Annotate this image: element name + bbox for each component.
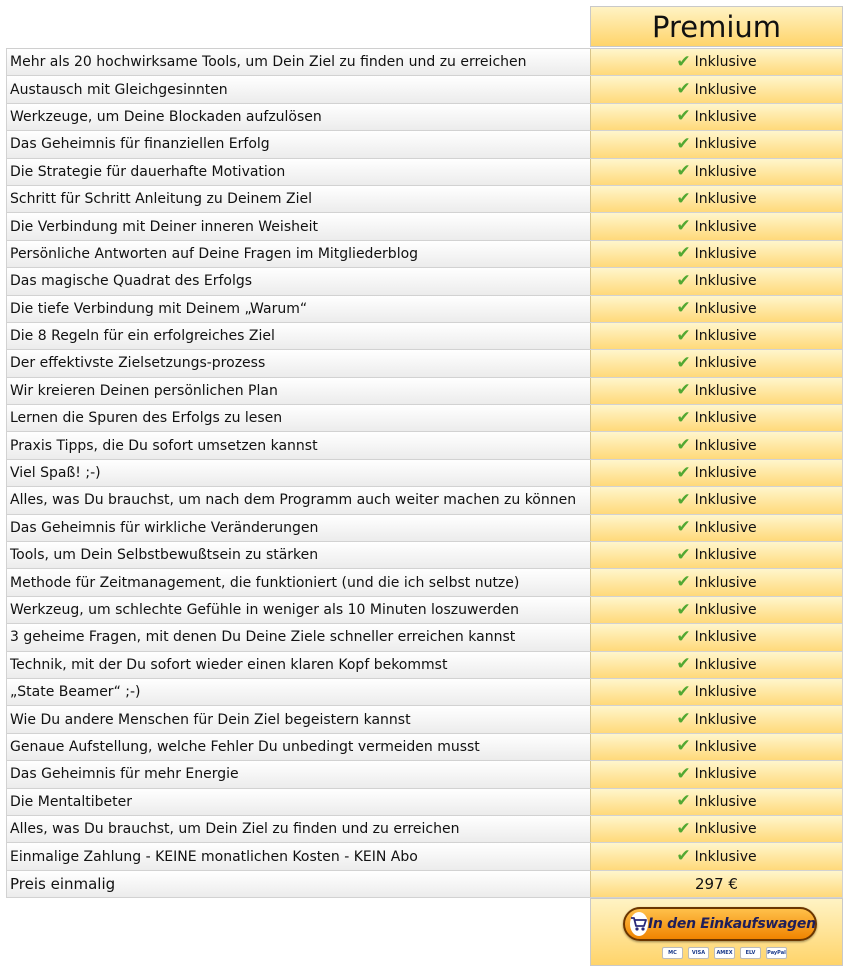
feature-value — [590, 76, 843, 102]
feature-value — [590, 542, 843, 568]
check-icon: ✔ — [676, 243, 691, 264]
table-row — [6, 323, 843, 350]
feature-value — [590, 213, 843, 239]
table-row — [6, 186, 843, 213]
feature-value-text: Inklusive — [694, 136, 757, 153]
feature-value-text: Inklusive — [694, 519, 757, 536]
feature-value-text: Inklusive — [694, 81, 757, 98]
table-row — [6, 734, 843, 761]
feature-label: Die Mentaltibeter — [6, 789, 590, 815]
feature-value-text: Inklusive — [694, 602, 757, 618]
table-row — [6, 816, 843, 843]
feature-value — [590, 652, 843, 678]
feature-value-text: Inklusive — [694, 300, 757, 317]
check-icon: ✔ — [676, 435, 691, 456]
check-icon: ✔ — [676, 79, 691, 100]
feature-label: Tools, um Dein Selbstbewußtsein zu stärken — [6, 542, 590, 568]
check-icon: ✔ — [676, 380, 691, 401]
feature-label: Die 8 Regeln für ein erfolgreiches Ziel — [6, 323, 590, 349]
feature-label: Viel Spaß! ;-) — [6, 460, 590, 486]
feature-label: Austausch mit Gleichgesinnten — [6, 76, 590, 102]
check-icon: ✔ — [676, 161, 691, 182]
feature-comparison-table — [6, 48, 843, 898]
check-icon: ✔ — [676, 736, 691, 757]
feature-value — [590, 296, 843, 322]
feature-value-text: Inklusive — [694, 108, 757, 125]
table-row — [6, 268, 843, 295]
price-label: Preis einmalig — [6, 871, 590, 897]
feature-value — [590, 159, 843, 185]
feature-label: „State Beamer“ ;-) — [6, 679, 590, 705]
premium-plan-header — [590, 6, 843, 47]
check-icon: ✔ — [676, 407, 691, 428]
check-icon: ✔ — [676, 462, 691, 483]
payment-methods — [662, 947, 787, 959]
feature-value — [590, 679, 843, 705]
table-row — [6, 597, 843, 624]
check-icon: ✔ — [676, 133, 691, 154]
feature-value-text: Inklusive — [694, 738, 757, 755]
price-row — [6, 871, 843, 898]
check-icon: ✔ — [676, 51, 691, 72]
feature-label: Wie Du andere Menschen für Dein Ziel begeistern kannst — [6, 706, 590, 732]
feature-value — [590, 789, 843, 815]
feature-value-text: Inklusive — [694, 547, 757, 564]
feature-value — [590, 268, 843, 294]
feature-label: Praxis Tipps, die Du sofort umsetzen kannst — [6, 432, 590, 458]
feature-value-text: Inklusive — [694, 273, 757, 290]
cart-area — [590, 898, 843, 966]
feature-value-text: Inklusive — [694, 574, 757, 591]
table-row — [6, 624, 843, 651]
feature-value-text: Inklusive — [694, 492, 757, 509]
table-row — [6, 460, 843, 487]
table-row — [6, 131, 843, 158]
feature-value-text: Inklusive — [694, 711, 757, 728]
feature-label: Das Geheimnis für finanziellen Erfolg — [6, 131, 590, 157]
table-row — [6, 49, 843, 76]
feature-value — [590, 432, 843, 458]
table-row — [6, 76, 843, 103]
check-icon: ✔ — [676, 599, 691, 620]
feature-value — [590, 405, 843, 431]
price-value: 297 € — [590, 871, 843, 897]
feature-label: 3 geheime Fragen, mit denen Du Deine Ziele schneller erreichen kannst — [6, 624, 590, 650]
table-row — [6, 761, 843, 788]
feature-value — [590, 186, 843, 212]
check-icon: ✔ — [676, 626, 691, 647]
feature-value — [590, 816, 843, 842]
feature-value-text: Inklusive — [694, 465, 757, 482]
table-row — [6, 104, 843, 131]
feature-value — [590, 49, 843, 75]
feature-value-text: Inklusive — [694, 656, 757, 673]
table-row — [6, 378, 843, 405]
table-row — [6, 706, 843, 733]
table-row — [6, 652, 843, 679]
feature-value — [590, 734, 843, 760]
check-icon: ✔ — [676, 489, 691, 510]
check-icon: ✔ — [676, 763, 691, 784]
feature-value — [590, 350, 843, 376]
table-row — [6, 789, 843, 816]
feature-value-text: Inklusive — [694, 355, 757, 372]
check-icon: ✔ — [676, 298, 691, 319]
check-icon: ✔ — [676, 270, 691, 291]
feature-label: Der effektivste Zielsetzungs-prozess — [6, 350, 590, 376]
check-icon: ✔ — [676, 709, 691, 730]
table-row — [6, 213, 843, 240]
table-row — [6, 487, 843, 514]
table-row — [6, 405, 843, 432]
feature-value-text: Inklusive — [694, 218, 757, 235]
feature-value — [590, 131, 843, 157]
table-row — [6, 432, 843, 459]
payment-logo: MC — [662, 947, 683, 959]
feature-value — [590, 515, 843, 541]
payment-logo: PayPal — [766, 947, 787, 959]
feature-label: Einmalige Zahlung - KEINE monatlichen Kosten - KEIN Abo — [6, 843, 590, 869]
feature-label: Methode für Zeitmanagement, die funktioniert (und die ich selbst nutze) — [6, 569, 590, 595]
feature-value-text: Inklusive — [694, 437, 757, 454]
payment-logo: VISA — [688, 947, 709, 959]
check-icon: ✔ — [676, 544, 691, 565]
check-icon: ✔ — [676, 681, 691, 702]
feature-label: Das magische Quadrat des Erfolgs — [6, 268, 590, 294]
table-row — [6, 296, 843, 323]
feature-value-text: Inklusive — [694, 382, 757, 399]
feature-label: Genaue Aufstellung, welche Fehler Du unbedingt vermeiden musst — [6, 734, 590, 760]
check-icon: ✔ — [676, 654, 691, 675]
feature-value-text: Inklusive — [694, 848, 757, 865]
feature-label: Die Verbindung mit Deiner inneren Weisheit — [6, 213, 590, 239]
feature-value-text: Inklusive — [694, 684, 757, 701]
check-icon: ✔ — [676, 325, 691, 346]
feature-label: Wir kreieren Deinen persönlichen Plan — [6, 378, 590, 404]
table-row — [6, 241, 843, 268]
table-row — [6, 159, 843, 186]
feature-value-text: Inklusive — [694, 191, 757, 208]
feature-value — [590, 241, 843, 267]
check-icon: ✔ — [676, 352, 691, 373]
add-to-cart-button[interactable] — [623, 907, 817, 941]
add-to-cart-label: In den Einkaufswagen — [648, 916, 816, 932]
feature-label: Das Geheimnis für wirkliche Veränderungen — [6, 515, 590, 541]
feature-label: Technik, mit der Du sofort wieder einen klaren Kopf bekommst — [6, 652, 590, 678]
feature-value-text: Inklusive — [694, 821, 757, 838]
feature-value-text: Inklusive — [694, 410, 757, 427]
feature-value — [590, 597, 843, 623]
feature-value — [590, 761, 843, 787]
table-row — [6, 679, 843, 706]
feature-value — [590, 624, 843, 650]
shopping-cart-icon — [630, 912, 648, 936]
feature-label: Werkzeuge, um Deine Blockaden aufzulösen — [6, 104, 590, 130]
table-row — [6, 350, 843, 377]
table-row — [6, 542, 843, 569]
feature-value — [590, 843, 843, 869]
check-icon: ✔ — [676, 188, 691, 209]
feature-label: Lernen die Spuren des Erfolgs zu lesen — [6, 405, 590, 431]
feature-value — [590, 104, 843, 130]
check-icon: ✔ — [676, 846, 691, 867]
feature-value — [590, 460, 843, 486]
payment-logo: ELV — [740, 947, 761, 959]
feature-value-text: Inklusive — [694, 793, 757, 810]
feature-value — [590, 569, 843, 595]
feature-value — [590, 323, 843, 349]
feature-label: Persönliche Antworten auf Deine Fragen im Mitgliederblog — [6, 241, 590, 267]
feature-label: Alles, was Du brauchst, um nach dem Programm auch weiter machen zu können — [6, 487, 590, 513]
feature-value-text: Inklusive — [694, 629, 757, 646]
feature-label: Schritt für Schritt Anleitung zu Deinem Ziel — [6, 186, 590, 212]
feature-value-text: Inklusive — [694, 245, 757, 262]
feature-label: Alles, was Du brauchst, um Dein Ziel zu finden und zu erreichen — [6, 816, 590, 842]
feature-value-text: Inklusive — [694, 328, 757, 345]
feature-label: Die Strategie für dauerhafte Motivation — [6, 159, 590, 185]
plan-title: Premium — [651, 9, 782, 44]
check-icon: ✔ — [676, 791, 691, 812]
table-row — [6, 843, 843, 870]
feature-value-text: Inklusive — [694, 766, 757, 783]
feature-label: Die tiefe Verbindung mit Deinem „Warum“ — [6, 296, 590, 322]
table-row — [6, 515, 843, 542]
feature-value-text: Inklusive — [694, 163, 757, 180]
payment-logo: AMEX — [714, 947, 735, 959]
feature-value — [590, 487, 843, 513]
check-icon: ✔ — [676, 818, 691, 839]
check-icon: ✔ — [676, 106, 691, 127]
feature-label: Werkzeug, um schlechte Gefühle in weniger als 10 Minuten loszuwerden — [6, 597, 590, 623]
check-icon: ✔ — [676, 517, 691, 538]
check-icon: ✔ — [676, 216, 691, 237]
feature-label: Mehr als 20 hochwirksame Tools, um Dein Ziel zu finden und zu erreichen — [6, 49, 590, 75]
feature-value — [590, 378, 843, 404]
check-icon: ✔ — [676, 572, 691, 593]
feature-value — [590, 706, 843, 732]
feature-value-text: Inklusive — [694, 54, 757, 71]
feature-label: Das Geheimnis für mehr Energie — [6, 761, 590, 787]
table-row — [6, 569, 843, 596]
